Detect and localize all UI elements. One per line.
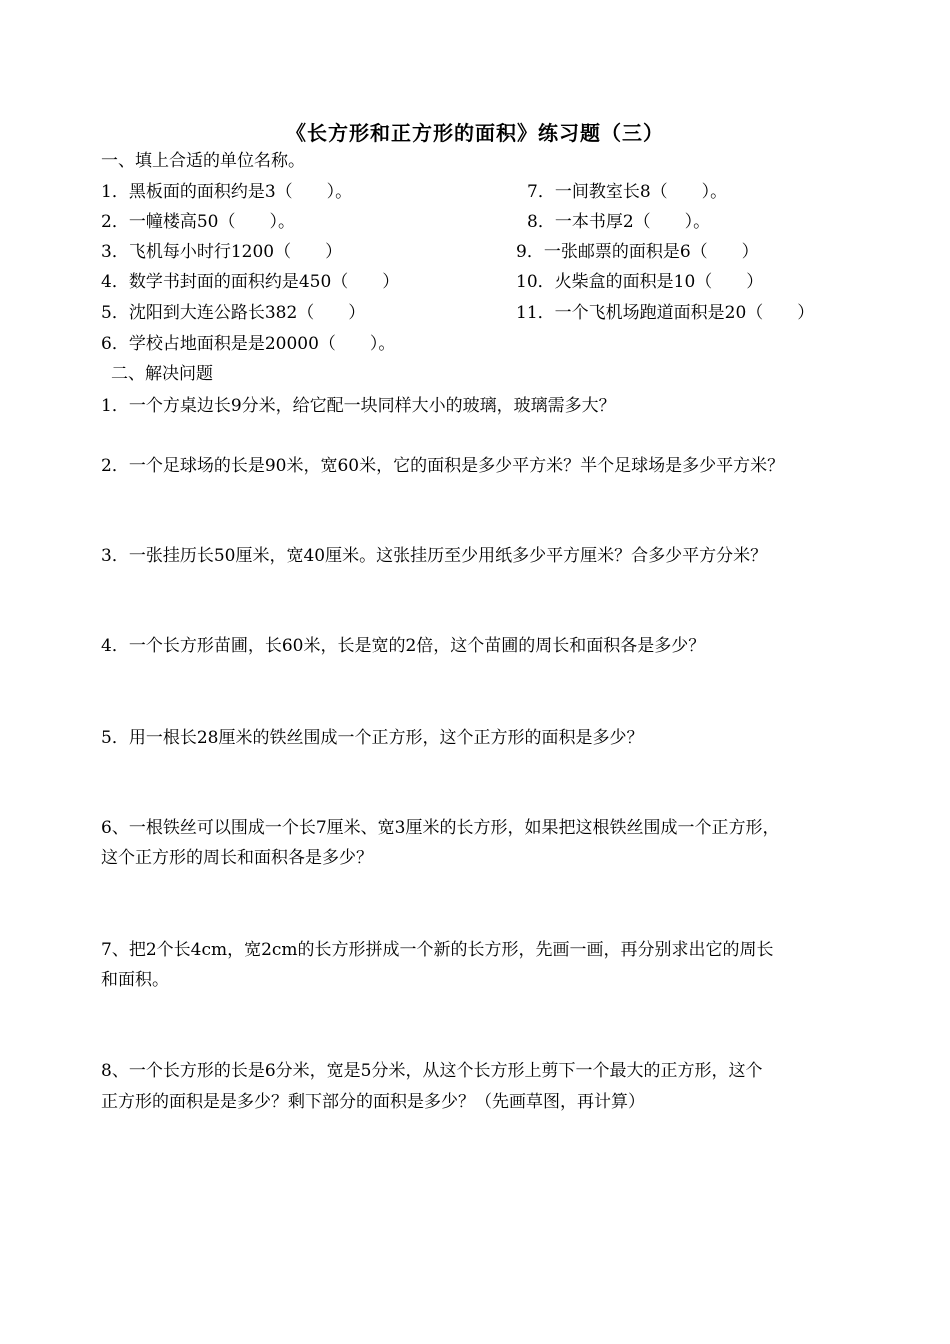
question-6-line-1: 6、一根铁丝可以围成一个长7厘米、宽3厘米的长方形，如果把这根铁丝围成一个正方形， (101, 818, 780, 838)
question-4: 4．一个长方形苗圃，长60米，长是宽的2倍，这个苗圃的周长和面积各是多少？ (101, 636, 706, 656)
question-8-line-2: 正方形的面积是是多少？剩下部分的面积是多少？（先画草图，再计算） (101, 1092, 645, 1112)
fill-item-10: 10．火柴盒的面积是10（ ） (516, 272, 764, 292)
fill-item-7: 7．一间教室长8（ ）。 (527, 182, 728, 202)
fill-item-9: 9．一张邮票的面积是6（ ） (516, 242, 759, 262)
fill-item-4: 4．数学书封面的面积约是450（ ） (101, 272, 400, 292)
question-8-line-1: 8、一个长方形的长是6分米，宽是5分米，从这个长方形上剪下一个最大的正方形，这个 (101, 1061, 763, 1081)
fill-item-11: 11．一个飞机场跑道面积是20（ ） (516, 303, 815, 323)
question-7-line-2: 和面积。 (101, 970, 169, 990)
fill-item-1: 1．黑板面的面积约是3（ ）。 (101, 182, 353, 202)
fill-item-5: 5．沈阳到大连公路长382（ ） (101, 303, 366, 323)
question-3: 3．一张挂历长50厘米，宽40厘米。这张挂历至少用纸多少平方厘米？合多少平方分米？ (101, 546, 768, 566)
section2-heading: 二、解决问题 (111, 364, 213, 384)
fill-item-3: 3．飞机每小时行1200（ ） (101, 242, 343, 262)
question-1: 1．一个方桌边长9分米，给它配一块同样大小的玻璃，玻璃需多大？ (101, 396, 616, 416)
question-5: 5．用一根长28厘米的铁丝围成一个正方形，这个正方形的面积是多少？ (101, 728, 644, 748)
question-7-line-1: 7、把2个长4cm，宽2cm的长方形拼成一个新的长方形，先画一画，再分别求出它的周长 (101, 940, 774, 960)
fill-item-2: 2．一幢楼高50（ ）。 (101, 212, 295, 232)
section1-heading: 一、填上合适的单位名称。 (101, 151, 305, 171)
fill-item-8: 8．一本书厚2（ ）。 (527, 212, 711, 232)
question-2: 2．一个足球场的长是90米，宽60米，它的面积是多少平方米？半个足球场是多少平方米？ (101, 456, 785, 476)
fill-item-6: 6．学校占地面积是是20000（ ）。 (101, 334, 396, 354)
page-title: 《长方形和正方形的面积》练习题（三） (286, 121, 664, 145)
question-6-line-2: 这个正方形的周长和面积各是多少？ (101, 848, 373, 868)
